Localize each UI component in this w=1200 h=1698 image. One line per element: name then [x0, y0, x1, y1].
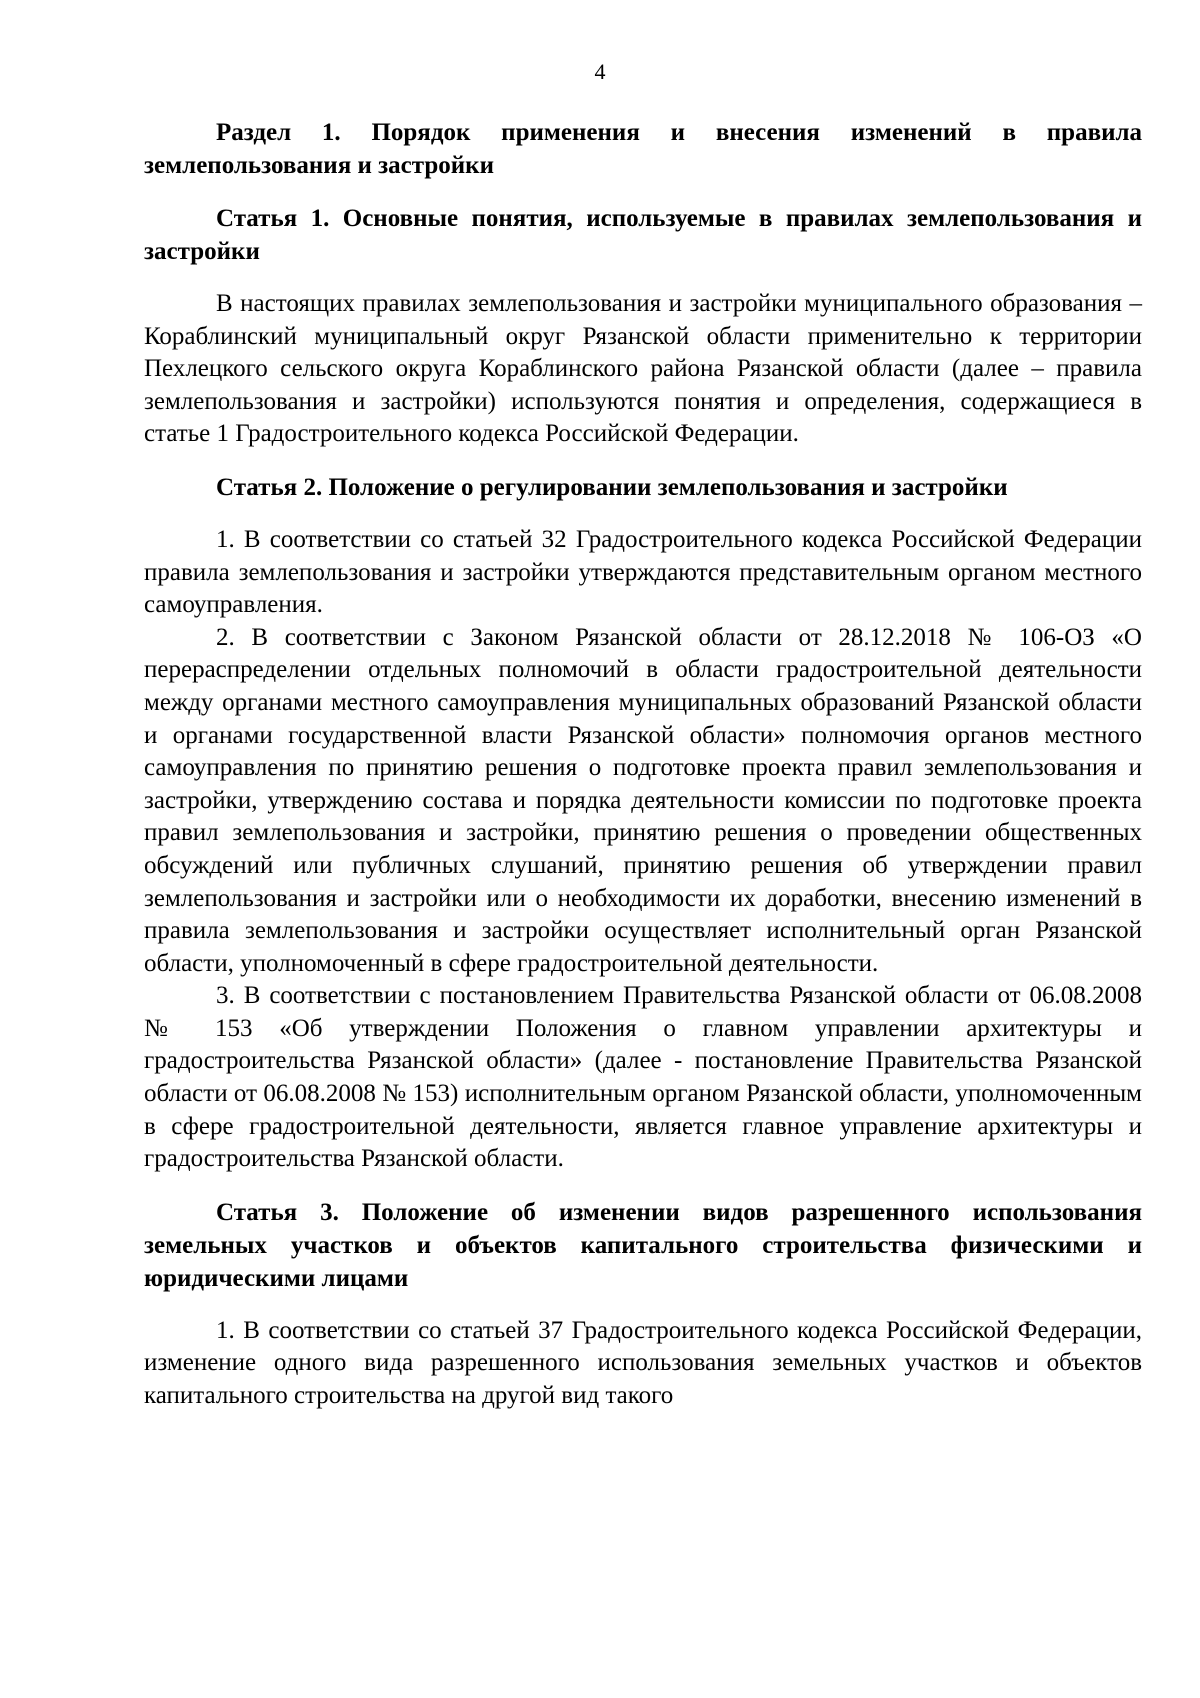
page-number: 4 — [594, 59, 606, 84]
article-2-paragraph-2: 2. В соответствии с Законом Рязанской области от 28.12.2018 № 106-ОЗ «О перераспределении отдельных полномочий в области градостроительной деятельности между органами местного самоуправления муниципальных образований Рязанской области и органами государственной власти Рязанской области» полномочия органов местного самоуправления по принятию решения о подготовке проекта правил землепользования и застройки, утверждению состава и порядка деятельности комиссии по подготовке проекта правил землепользования и застройки, принятию решения о проведении общественных обсуждений или публичных слушаний, принятию решения об утверждении правил землепользования и застройки или о необходимости их доработки, внесению изменений в правила землепользования и застройки осуществляет исполнительный орган Рязанской области, уполномоченный в сфере градостроительной деятельности. — [144, 623, 1142, 977]
article-3-heading: Статья 3. Положение об изменении видов разрешенного использования земельных участков и объектов капитального строительства физическими и юридическими лицами — [144, 1198, 1142, 1292]
article-2-paragraph-3: 3. В соответствии с постановлением Правительства Рязанской области от 06.08.2008 № 153 «Об утверждении Положения о главном управлении архитектуры и градостроительства Рязанской области» (далее - постановление Правительства Рязанской области от 06.08.2008 № 153) исполнительным органом Рязанской области, уполномоченным в сфере градостроительной деятельности, является главное управление архитектуры и градостроительства Рязанской области. — [144, 982, 1142, 1173]
article-2-heading: Статья 2. Положение о регулировании землепользования и застройки — [216, 473, 1008, 501]
article-1-heading: Статья 1. Основные понятия, используемые в правилах землепользования и застройки — [144, 205, 1142, 265]
section-1-heading: Раздел 1. Порядок применения и внесения изменений в правила землепользования и застройки — [144, 119, 1142, 179]
article-1-paragraph: В настоящих правилах землепользования и застройки муниципального образования – Кораблинский муниципальный округ Рязанской области применительно к территории Пехлецкого сельского округа Кораблинского района Рязанской области (далее – правила землепользования и застройки) используются понятия и определения, содержащиеся в статье 1 Градостроительного кодекса Российской Федерации. — [144, 290, 1142, 448]
article-2-paragraph-1: 1. В соответствии со статьей 32 Градостроительного кодекса Российской Федерации правила землепользования и застройки утверждаются представительным органом местного самоуправления. — [144, 525, 1142, 619]
document-body — [144, 116, 1142, 1413]
article-3-paragraph-1: 1. В соответствии со статьей 37 Градостроительного кодекса Российской Федерации, изменение одного вида разрешенного использования земельных участков и объектов капитального строительства на другой вид такого — [144, 1316, 1142, 1410]
